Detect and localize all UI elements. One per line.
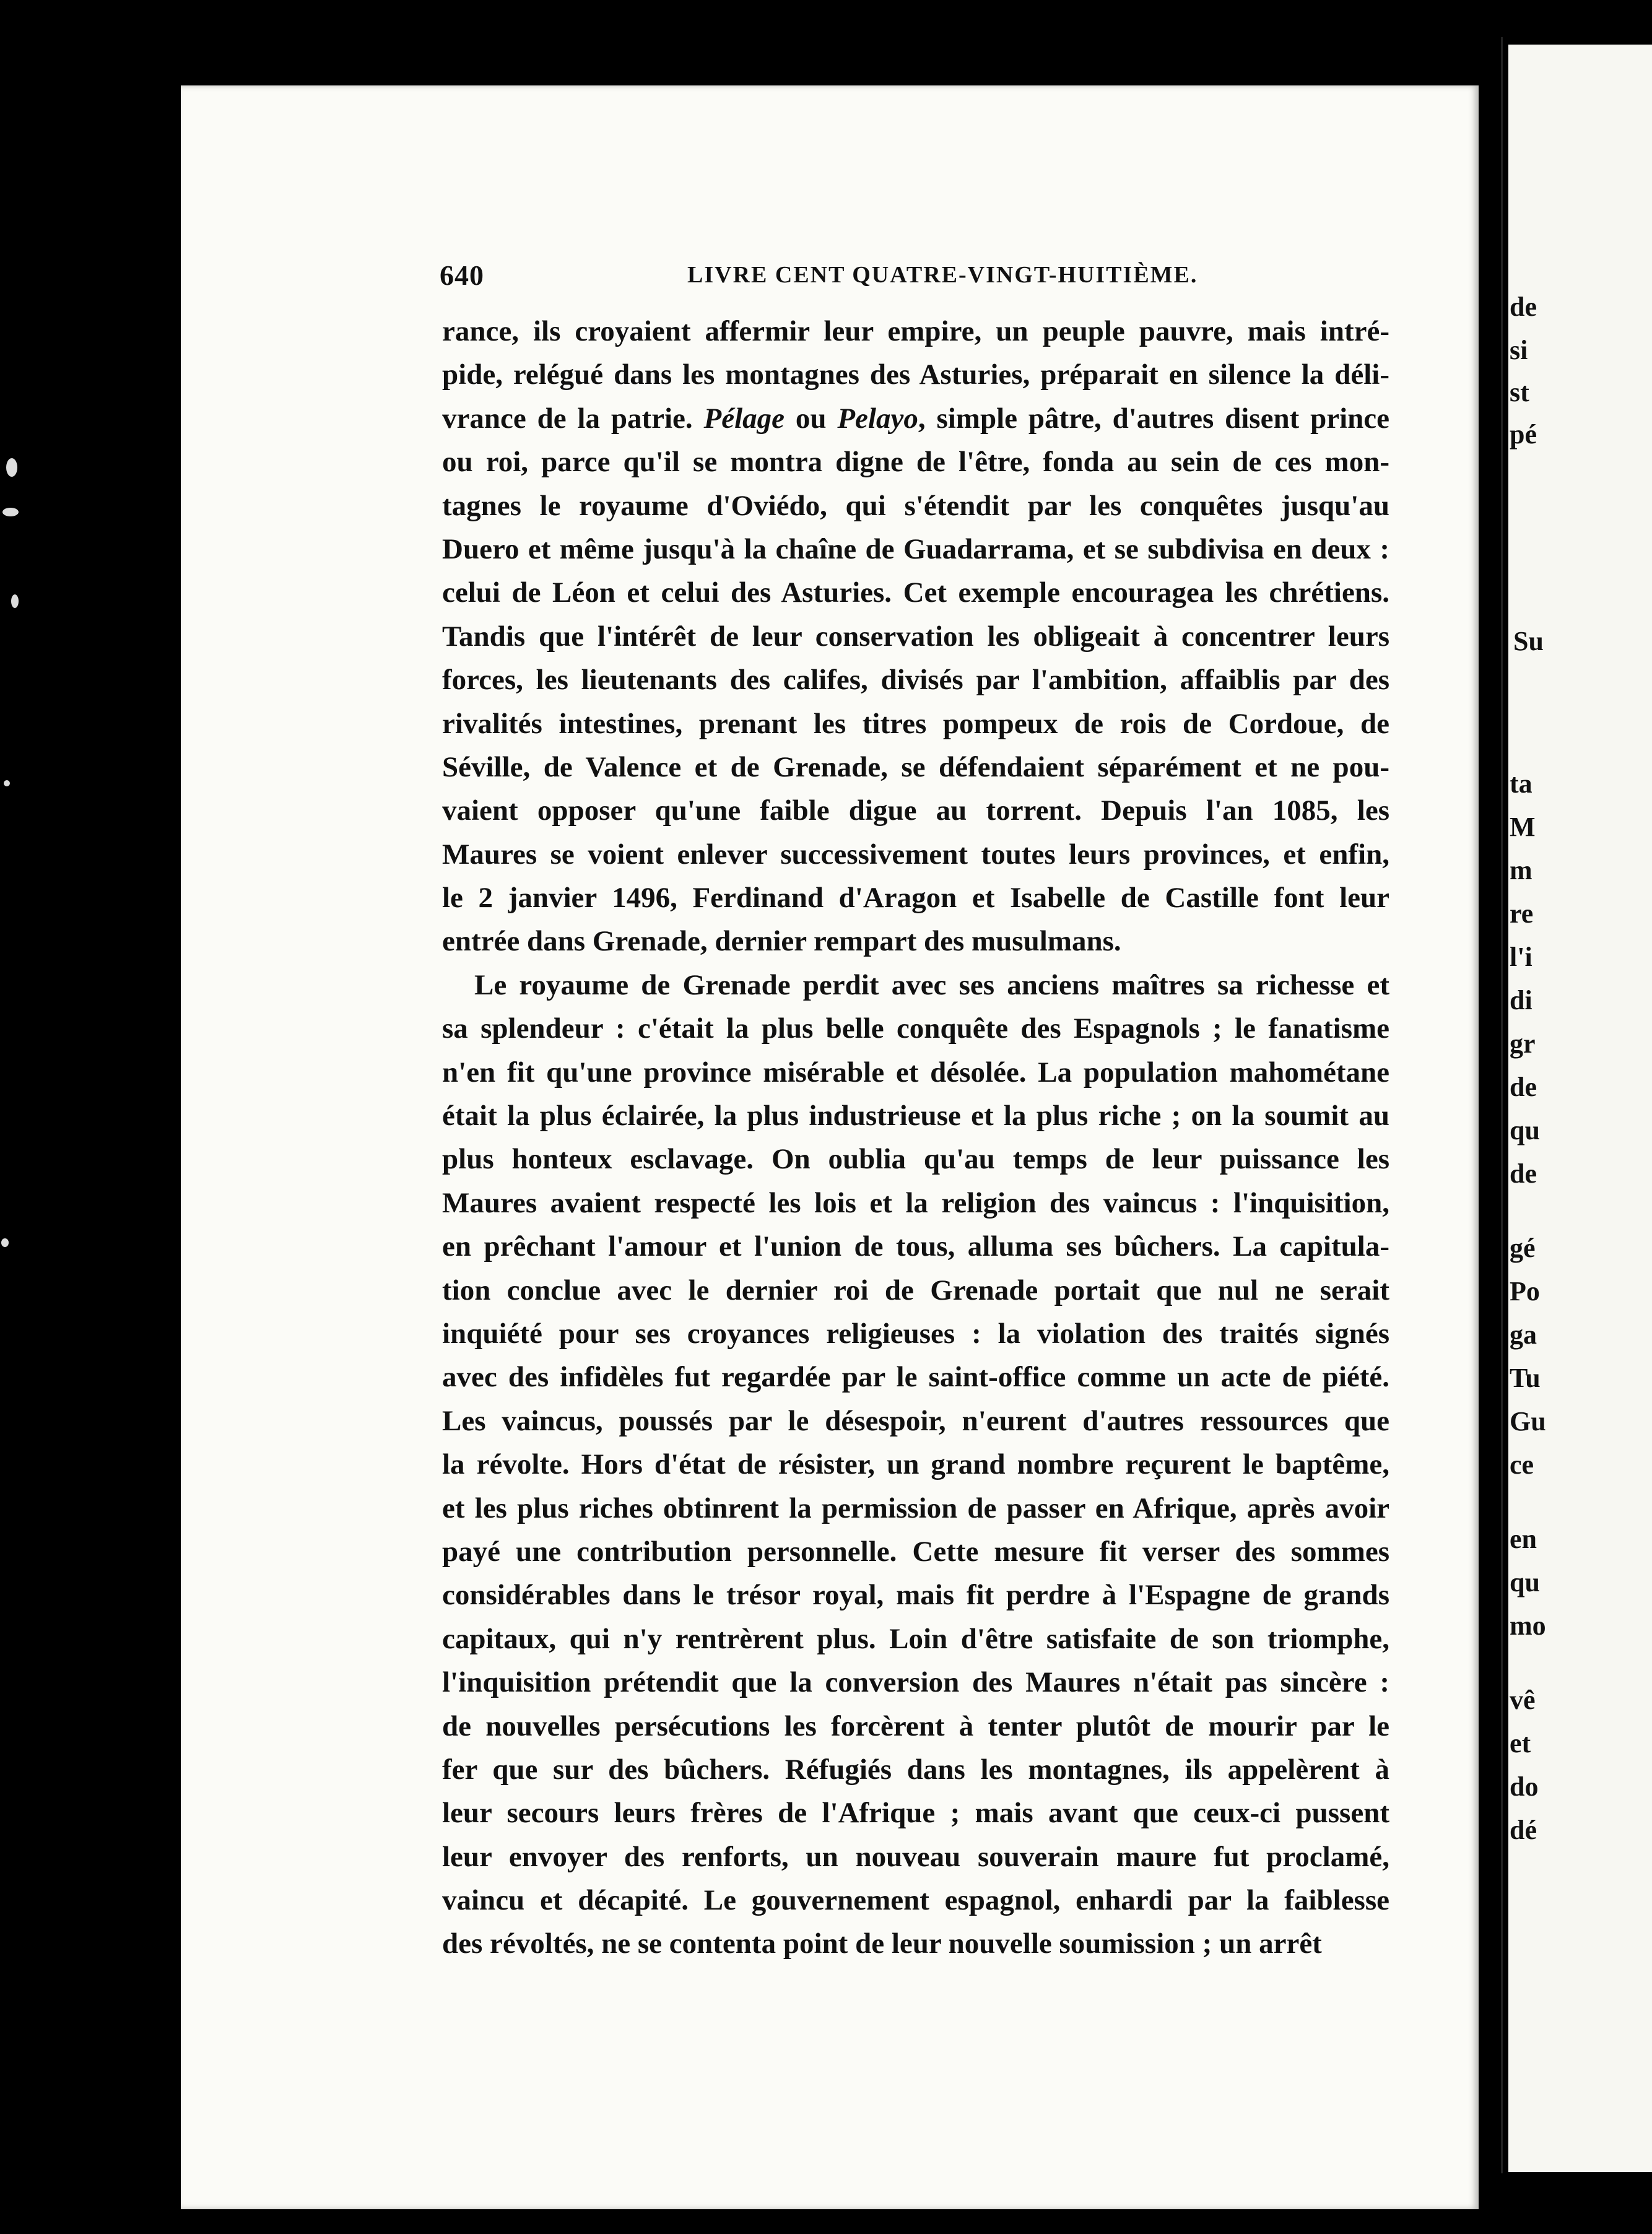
- scan-border-specks: [0, 433, 37, 1300]
- text-line: sa splendeur : c'était la plus belle conquête des Espagnols ; le fanatisme: [442, 1012, 1389, 1045]
- text-line: des révoltés, ne se contenta point de leur nouvelle soumission ; un arrêt: [442, 1928, 1322, 1960]
- text-line: leur envoyer des renforts, un nouveau souverain maure fut proclamé,: [442, 1840, 1389, 1873]
- facing-page-fragment: re: [1510, 898, 1534, 929]
- facing-page-fragment: et: [1510, 1728, 1531, 1758]
- facing-page-fragment: Gu: [1510, 1406, 1546, 1436]
- text-line: vrance de la patrie. Pélage ou Pelayo, simple pâtre, d'autres disent prince: [442, 402, 1389, 435]
- facing-page-fragment: Tu: [1510, 1363, 1541, 1393]
- text-line: entrée dans Grenade, dernier rempart des musulmans.: [442, 925, 1121, 958]
- text-line: était la plus éclairée, la plus industrieuse et la plus riche ; on la soumit au: [442, 1100, 1389, 1132]
- facing-page-fragment: Po: [1510, 1276, 1540, 1306]
- text-line: celui de Léon et celui des Asturies. Cet exemple encouragea les chrétiens.: [442, 576, 1389, 609]
- facing-page-fragment: M: [1510, 812, 1536, 842]
- text-line: capitaux, qui n'y rentrèrent plus. Loin d'être satisfaite de son triomphe,: [442, 1622, 1389, 1655]
- text-line: avec des infidèles fut regardée par le saint-office comme un acte de piété.: [442, 1361, 1389, 1394]
- text-line: forces, les lieutenants des califes, divisés par l'ambition, affaiblis par des: [442, 664, 1389, 697]
- text-line: plus honteux esclavage. On oublia qu'au temps de leur puissance les: [442, 1143, 1389, 1176]
- facing-page-fragment: gr: [1510, 1028, 1536, 1059]
- text-line: Maures avaient respecté les lois et la religion des vaincus : l'inquisition,: [442, 1186, 1389, 1219]
- page-number: 640: [440, 259, 484, 291]
- facing-page-fragment: di: [1510, 985, 1532, 1015]
- text-line: ou roi, parce qu'il se montra digne de l'être, fonda au sein de ces mon-: [442, 446, 1389, 479]
- page-edge-shadow: [1501, 37, 1503, 2173]
- facing-page-fragment: si: [1510, 335, 1528, 365]
- facing-page-fragment: qu: [1510, 1567, 1540, 1597]
- text-line: tion conclue avec le dernier roi de Grenade portait que nul ne serait: [442, 1274, 1389, 1306]
- facing-page-fragment: qu: [1510, 1115, 1540, 1145]
- text-line: le 2 janvier 1496, Ferdinand d'Aragon et Isabelle de Castille font leur: [442, 882, 1389, 915]
- facing-page-fragment: de: [1510, 1072, 1537, 1102]
- text-line: Maures se voient enlever successivement toutes leurs provinces, et enfin,: [442, 838, 1389, 871]
- running-head: [440, 259, 1387, 296]
- text-line: en prêchant l'amour et l'union de tous, alluma ses bûchers. La capitula-: [442, 1230, 1389, 1263]
- text-line: Le royaume de Grenade perdit avec ses anciens maîtres sa richesse et: [474, 968, 1389, 1001]
- text-line: rivalités intestines, prenant les titres pompeux de rois de Cordoue, de: [442, 707, 1389, 740]
- facing-page-fragment: pé: [1510, 419, 1537, 450]
- text-line: n'en fit qu'une province misérable et désolée. La population mahométane: [442, 1056, 1389, 1089]
- facing-page-fragment: ga: [1510, 1319, 1537, 1350]
- facing-page-fragment: Su: [1513, 626, 1544, 656]
- text-line: de nouvelles persécutions les forcèrent à tenter plutôt de mourir par le: [442, 1710, 1389, 1742]
- text-line: vaincu et décapité. Le gouvernement espagnol, enhardi par la faiblesse: [442, 1884, 1389, 1917]
- facing-page-text-fragments: [1508, 0, 1652, 2234]
- text-line: leur secours leurs frères de l'Afrique ; mais avant que ceux-ci pussent: [442, 1797, 1389, 1830]
- running-title: LIVRE CENT QUATRE-VINGT-HUITIÈME.: [687, 262, 1198, 288]
- facing-page-fragment: en: [1510, 1524, 1537, 1554]
- text-line: la révolte. Hors d'état de résister, un grand nombre reçurent le baptême,: [442, 1448, 1389, 1481]
- text-line: rance, ils croyaient affermir leur empire, un peuple pauvre, mais intré-: [442, 315, 1389, 347]
- text-line: tagnes le royaume d'Oviédo, qui s'étendit par les conquêtes jusqu'au: [442, 489, 1389, 522]
- facing-page-fragment: de: [1510, 1158, 1537, 1189]
- text-line: inquiété pour ses croyances religieuses : la violation des traités signés: [442, 1317, 1389, 1350]
- facing-page-fragment: ce: [1510, 1449, 1534, 1480]
- text-line: fer que sur des bûchers. Réfugiés dans les montagnes, ils appelèrent à: [442, 1753, 1389, 1786]
- facing-page-fragment: m: [1510, 855, 1532, 885]
- text-line: et les plus riches obtinrent la permission de passer en Afrique, après avoir: [442, 1492, 1389, 1524]
- text-line: Les vaincus, poussés par le désespoir, n'eurent d'autres ressources que: [442, 1404, 1389, 1437]
- facing-page-fragment: l'i: [1510, 942, 1532, 972]
- facing-page-fragment: gé: [1510, 1233, 1536, 1263]
- facing-page-fragment: st: [1510, 377, 1529, 407]
- facing-page-fragment: mo: [1510, 1610, 1546, 1641]
- text-line: Tandis que l'intérêt de leur conservation les obligeait à concentrer leurs: [442, 620, 1389, 653]
- text-line: payé une contribution personnelle. Cette mesure fit verser des sommes: [442, 1535, 1389, 1568]
- facing-page-fragment: vê: [1510, 1685, 1536, 1715]
- facing-page-fragment: dé: [1510, 1815, 1537, 1845]
- facing-page-fragment: do: [1510, 1771, 1539, 1802]
- text-line: pide, relégué dans les montagnes des Asturies, préparait en silence la déli-: [442, 359, 1389, 391]
- text-line: Séville, de Valence et de Grenade, se défendaient séparément et ne pou-: [442, 750, 1389, 783]
- text-line: Duero et même jusqu'à la chaîne de Guadarrama, et se subdivisa en deux :: [442, 532, 1389, 565]
- text-line: l'inquisition prétendit que la conversion des Maures n'était pas sincère :: [442, 1666, 1389, 1699]
- body-text: [442, 310, 1389, 1966]
- text-line: vaient opposer qu'une faible digue au torrent. Depuis l'an 1085, les: [442, 794, 1389, 827]
- facing-page-fragment: de: [1510, 292, 1537, 322]
- text-line: considérables dans le trésor royal, mais fit perdre à l'Espagne de grands: [442, 1579, 1389, 1612]
- facing-page-fragment: ta: [1510, 768, 1532, 799]
